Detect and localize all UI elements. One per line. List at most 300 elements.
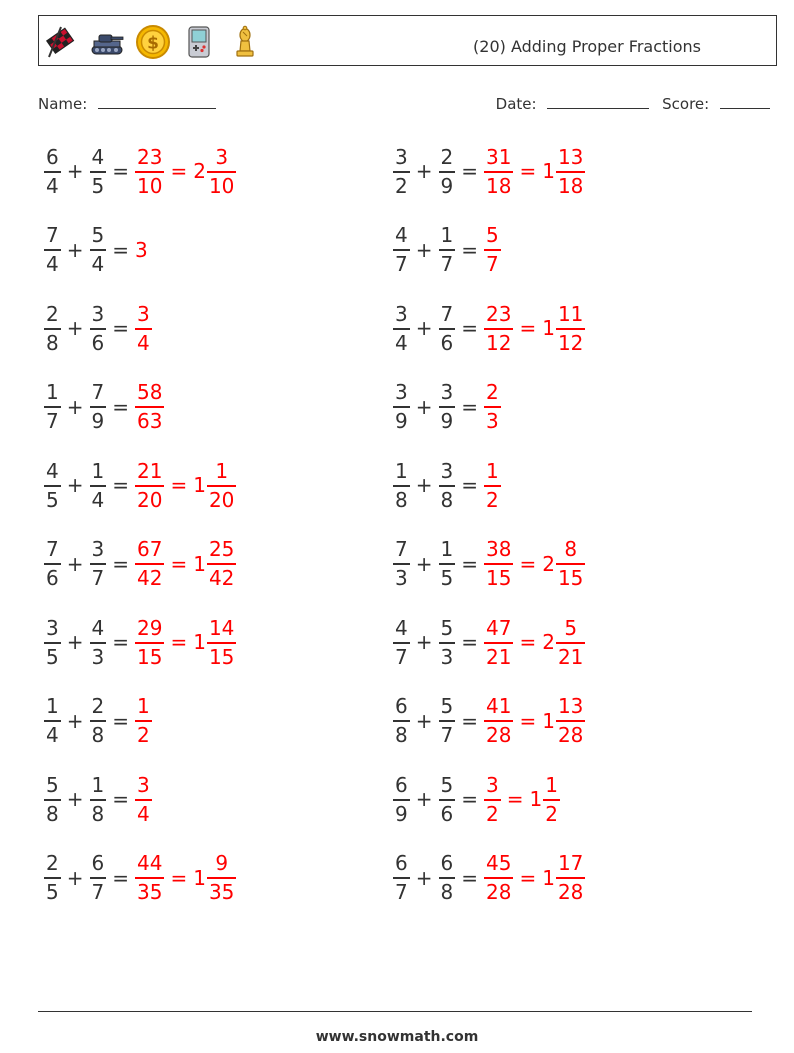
mixed-fraction	[556, 694, 585, 747]
numerator: 2	[91, 694, 105, 718]
denominator: 4	[46, 723, 59, 747]
numerator: 6	[440, 851, 454, 875]
mixed-whole: 1	[542, 865, 555, 890]
equals-sign: =	[112, 630, 129, 654]
mixed-fraction	[556, 616, 585, 669]
equals-sign: =	[112, 159, 129, 183]
plus-sign: +	[66, 159, 84, 183]
fraction-bar	[135, 328, 152, 330]
fraction-bar	[484, 249, 501, 251]
plus-sign: +	[66, 237, 84, 262]
answer-fraction	[484, 851, 513, 904]
plus-sign: +	[415, 394, 433, 419]
denominator: 3	[486, 409, 499, 433]
plus-sign: +	[415, 473, 433, 497]
problem-item	[44, 534, 236, 594]
denominator: 8	[91, 723, 105, 747]
problem-item	[393, 534, 585, 594]
fraction-bar	[439, 563, 456, 565]
addend-fraction	[439, 616, 456, 669]
problem-item	[393, 377, 501, 437]
addend-fraction	[393, 380, 410, 433]
numerator: 3	[91, 301, 105, 326]
denominator: 7	[395, 880, 408, 904]
addend-fraction	[439, 380, 456, 433]
numerator: 5	[91, 223, 105, 247]
fraction-bar	[484, 642, 513, 644]
fraction-bar	[207, 877, 236, 879]
answer	[484, 459, 501, 512]
equals-sign: =	[461, 473, 478, 497]
svg-text:$: $	[147, 33, 159, 54]
fraction-bar	[135, 877, 164, 879]
denominator: 8	[440, 880, 454, 904]
answer-fraction	[135, 773, 152, 826]
addend-fraction	[439, 851, 456, 904]
equals-sign: =	[112, 394, 129, 419]
denominator: 4	[137, 801, 150, 826]
addend-fraction	[439, 537, 456, 590]
mixed-whole: 1	[542, 159, 555, 183]
addend-fraction	[44, 694, 61, 747]
mixed-whole: 1	[542, 316, 555, 340]
numerator: 7	[440, 301, 454, 326]
addend-fraction	[393, 459, 410, 512]
problem-item	[44, 220, 148, 280]
denominator: 6	[46, 566, 59, 590]
numerator: 2	[46, 301, 59, 326]
problem-item	[44, 377, 164, 437]
addend-fraction	[439, 302, 456, 355]
numerator: 14	[208, 615, 235, 640]
answer-fraction	[135, 537, 164, 590]
numerator: 6	[46, 144, 59, 169]
denominator: 9	[395, 409, 408, 433]
answer	[135, 238, 148, 262]
addend-fraction	[44, 773, 61, 826]
numerator: 6	[395, 694, 408, 718]
addend-fraction	[393, 773, 410, 826]
numerator: 7	[46, 223, 59, 247]
numerator: 13	[557, 144, 584, 169]
denominator: 15	[137, 644, 163, 669]
equals-sign: =	[112, 708, 129, 733]
equals-sign: =	[112, 473, 129, 497]
denominator: 28	[486, 723, 512, 747]
denominator: 4	[46, 252, 59, 276]
fraction-bar	[44, 563, 61, 565]
addend-fraction	[44, 145, 61, 198]
answer-fraction	[135, 145, 164, 198]
fraction-bar	[90, 249, 107, 251]
numerator: 1	[91, 772, 105, 797]
mixed-fraction	[207, 145, 236, 198]
answer	[484, 302, 585, 355]
numerator: 17	[557, 851, 584, 875]
answer	[135, 537, 236, 590]
answer	[135, 851, 236, 904]
fraction-bar	[135, 171, 164, 173]
mixed-whole: 2	[542, 551, 555, 576]
numerator: 3	[440, 458, 454, 483]
answer-fraction	[135, 459, 164, 512]
denominator: 4	[395, 330, 408, 355]
fraction-bar	[393, 328, 410, 330]
addend-fraction	[393, 851, 410, 904]
numerator: 5	[486, 223, 499, 247]
answer	[484, 223, 501, 276]
numerator: 3	[395, 144, 408, 169]
plus-sign: +	[66, 316, 84, 340]
name-blank[interactable]	[98, 94, 216, 109]
denominator: 15	[557, 566, 584, 590]
plus-sign: +	[415, 630, 433, 654]
denominator: 9	[440, 173, 454, 198]
numerator: 4	[395, 223, 408, 247]
denominator: 6	[91, 330, 105, 355]
numerator: 38	[486, 537, 512, 561]
problem-item	[393, 612, 585, 672]
answer-fraction	[484, 616, 513, 669]
addend-fraction	[90, 773, 107, 826]
denominator: 7	[91, 880, 105, 904]
fraction-bar	[439, 485, 456, 487]
denominator: 3	[395, 566, 408, 590]
denominator: 35	[208, 880, 235, 904]
problem-item	[44, 612, 236, 672]
footer-divider	[38, 1011, 752, 1012]
denominator: 28	[486, 880, 512, 904]
answer-fraction	[135, 380, 164, 433]
mixed-whole: 1	[193, 865, 206, 890]
fraction-bar	[439, 720, 456, 722]
addend-fraction	[439, 145, 456, 198]
denominator: 2	[486, 801, 499, 826]
denominator: 7	[46, 409, 59, 433]
name-field[interactable]	[38, 94, 216, 113]
answer-fraction	[484, 223, 501, 276]
numerator: 58	[137, 380, 163, 404]
denominator: 18	[486, 173, 512, 198]
denominator: 3	[440, 644, 454, 669]
mixed-fraction	[556, 851, 585, 904]
numerator: 44	[137, 851, 163, 875]
fraction-bar	[90, 406, 107, 408]
answer	[135, 302, 152, 355]
numerator: 7	[46, 537, 59, 561]
problem-item	[44, 298, 152, 358]
answer	[135, 380, 164, 433]
fraction-bar	[135, 642, 164, 644]
numerator: 7	[395, 537, 408, 561]
equals-sign: =	[461, 316, 478, 340]
answer	[135, 616, 236, 669]
fraction-bar	[439, 877, 456, 879]
numerator: 2	[486, 380, 499, 404]
denominator: 63	[137, 409, 163, 433]
date-blank[interactable]	[547, 94, 649, 109]
numerator: 6	[395, 772, 408, 797]
fraction-bar	[439, 328, 456, 330]
problem-item	[393, 220, 501, 280]
answer	[484, 694, 585, 747]
denominator: 10	[208, 173, 235, 198]
numerator: 1	[395, 458, 408, 483]
numerator: 1	[46, 380, 59, 404]
numerator: 7	[91, 380, 105, 404]
fraction-bar	[90, 720, 107, 722]
worksheet-title: (20) Adding Proper Fractions	[473, 37, 701, 56]
problem-item	[44, 691, 152, 751]
footer-url[interactable]: www.snowmath.com	[315, 1029, 479, 1045]
fraction-bar	[44, 720, 61, 722]
fraction-bar	[44, 799, 61, 801]
equals-sign: =	[519, 630, 537, 654]
answer	[484, 851, 585, 904]
equals-sign: =	[506, 787, 524, 811]
numerator: 67	[137, 537, 163, 561]
equals-sign: =	[461, 237, 478, 262]
gold-coin-icon	[135, 24, 171, 60]
fraction-bar	[135, 485, 164, 487]
fraction-bar	[207, 485, 236, 487]
denominator: 4	[46, 173, 59, 198]
fraction-bar	[556, 328, 585, 330]
denominator: 8	[46, 801, 59, 826]
score-blank[interactable]	[720, 94, 770, 109]
answer	[135, 694, 152, 747]
fraction-bar	[90, 171, 107, 173]
addend-fraction	[439, 459, 456, 512]
addend-fraction	[44, 459, 61, 512]
plus-sign: +	[66, 708, 84, 733]
fraction-bar	[484, 328, 513, 330]
fraction-bar	[207, 171, 236, 173]
answer-fraction	[484, 773, 501, 826]
fraction-bar	[393, 720, 410, 722]
name-label: Name:	[38, 95, 88, 113]
equals-sign: =	[170, 865, 188, 890]
plus-sign: +	[415, 551, 433, 576]
answer-fraction	[135, 302, 152, 355]
answer	[135, 145, 236, 198]
handheld-game-icon	[181, 24, 217, 60]
numerator: 2	[440, 144, 454, 169]
denominator: 28	[557, 880, 584, 904]
numerator: 3	[91, 537, 105, 561]
mixed-fraction	[556, 145, 585, 198]
denominator: 20	[137, 487, 163, 512]
numerator: 3	[46, 615, 59, 640]
addend-fraction	[393, 145, 410, 198]
denominator: 18	[557, 173, 584, 198]
score-label: Score:	[662, 95, 710, 113]
problem-item	[393, 691, 585, 751]
fraction-bar	[484, 799, 501, 801]
denominator: 15	[208, 644, 235, 669]
plus-sign: +	[66, 394, 84, 419]
mixed-whole: 1	[193, 630, 206, 654]
fraction-bar	[90, 328, 107, 330]
denominator: 7	[395, 252, 408, 276]
answer-fraction	[135, 851, 164, 904]
header-icons	[43, 22, 273, 62]
numerator: 3	[486, 772, 499, 797]
numerator: 21	[137, 458, 163, 483]
denominator: 7	[440, 723, 454, 747]
fraction-bar	[393, 799, 410, 801]
fraction-bar	[439, 171, 456, 173]
addend-fraction	[439, 223, 456, 276]
fraction-bar	[90, 877, 107, 879]
fraction-bar	[207, 642, 236, 644]
numerator: 11	[557, 301, 584, 326]
numerator: 1	[46, 694, 59, 718]
addend-fraction	[90, 380, 107, 433]
fraction-bar	[484, 877, 513, 879]
addend-fraction	[393, 694, 410, 747]
equals-sign: =	[519, 865, 537, 890]
denominator: 8	[46, 330, 59, 355]
fraction-bar	[135, 406, 164, 408]
numerator: 1	[215, 458, 229, 483]
fraction-bar	[207, 563, 236, 565]
fraction-bar	[393, 642, 410, 644]
denominator: 12	[557, 330, 584, 355]
equals-sign: =	[112, 316, 129, 340]
answer	[484, 380, 501, 433]
fraction-bar	[393, 563, 410, 565]
numerator: 13	[557, 694, 584, 718]
denominator: 6	[440, 330, 454, 355]
fraction-bar	[135, 563, 164, 565]
problem-item	[44, 141, 236, 201]
numerator: 5	[564, 615, 578, 640]
numerator: 3	[137, 301, 150, 326]
plus-sign: +	[66, 787, 84, 811]
worksheet-header	[38, 15, 777, 66]
problem-item	[393, 298, 585, 358]
mixed-whole: 1	[193, 473, 206, 497]
denominator: 7	[486, 252, 499, 276]
equals-sign: =	[519, 316, 537, 340]
denominator: 4	[91, 252, 105, 276]
equals-sign: =	[112, 551, 129, 576]
denominator: 9	[91, 409, 105, 433]
addend-fraction	[393, 302, 410, 355]
denominator: 9	[395, 801, 408, 826]
mixed-whole: 2	[542, 630, 555, 654]
equals-sign: =	[461, 630, 478, 654]
numerator: 4	[46, 458, 59, 483]
plus-sign: +	[415, 787, 433, 811]
denominator: 2	[486, 487, 499, 512]
numerator: 4	[91, 615, 105, 640]
equals-sign: =	[170, 159, 188, 183]
fraction-bar	[44, 171, 61, 173]
denominator: 9	[440, 409, 454, 433]
fraction-bar	[484, 485, 501, 487]
answer	[484, 616, 585, 669]
fraction-bar	[44, 406, 61, 408]
problem-item	[44, 848, 236, 908]
numerator: 5	[440, 694, 454, 718]
plus-sign: +	[66, 865, 84, 890]
equals-sign: =	[519, 708, 537, 733]
equals-sign: =	[461, 865, 478, 890]
problem-item	[44, 769, 152, 829]
addend-fraction	[90, 851, 107, 904]
numerator: 23	[486, 301, 512, 326]
plus-sign: +	[66, 473, 84, 497]
denominator: 2	[137, 723, 150, 747]
fraction-bar	[543, 799, 560, 801]
answer	[135, 459, 236, 512]
mixed-fraction	[207, 616, 236, 669]
equals-sign: =	[170, 551, 188, 576]
addend-fraction	[44, 537, 61, 590]
fraction-bar	[439, 249, 456, 251]
denominator: 15	[486, 566, 512, 590]
plus-sign: +	[415, 865, 433, 890]
numerator: 6	[91, 851, 105, 875]
denominator: 2	[395, 173, 408, 198]
fraction-bar	[90, 485, 107, 487]
problem-item	[393, 141, 585, 201]
addend-fraction	[90, 537, 107, 590]
numerator: 23	[137, 144, 163, 169]
numerator: 25	[208, 537, 235, 561]
fraction-bar	[556, 563, 585, 565]
fraction-bar	[556, 877, 585, 879]
denominator: 42	[208, 566, 235, 590]
answer-fraction	[484, 302, 513, 355]
problem-item	[44, 455, 236, 515]
fraction-bar	[484, 720, 513, 722]
denominator: 21	[557, 644, 584, 669]
numerator: 8	[564, 537, 578, 561]
denominator: 5	[46, 880, 59, 904]
numerator: 1	[91, 458, 105, 483]
denominator: 8	[440, 487, 454, 512]
plus-sign: +	[66, 551, 84, 576]
numerator: 9	[215, 851, 229, 875]
mixed-whole: 2	[193, 159, 206, 183]
denominator: 8	[395, 723, 408, 747]
equals-sign: =	[112, 787, 129, 811]
denominator: 6	[440, 801, 454, 826]
fraction-bar	[44, 485, 61, 487]
numerator: 3	[395, 380, 408, 404]
addend-fraction	[44, 302, 61, 355]
fraction-bar	[44, 877, 61, 879]
date-label: Date:	[495, 95, 537, 113]
mixed-whole: 1	[542, 708, 555, 733]
answer-fraction	[135, 694, 152, 747]
denominator: 10	[137, 173, 163, 198]
denominator: 5	[91, 173, 105, 198]
numerator: 1	[440, 537, 454, 561]
fraction-bar	[44, 249, 61, 251]
denominator: 8	[91, 801, 105, 826]
equals-sign: =	[112, 237, 129, 262]
fraction-bar	[393, 406, 410, 408]
addend-fraction	[90, 459, 107, 512]
denominator: 2	[545, 801, 558, 826]
denominator: 4	[91, 487, 105, 512]
fraction-bar	[439, 406, 456, 408]
fraction-bar	[484, 171, 513, 173]
